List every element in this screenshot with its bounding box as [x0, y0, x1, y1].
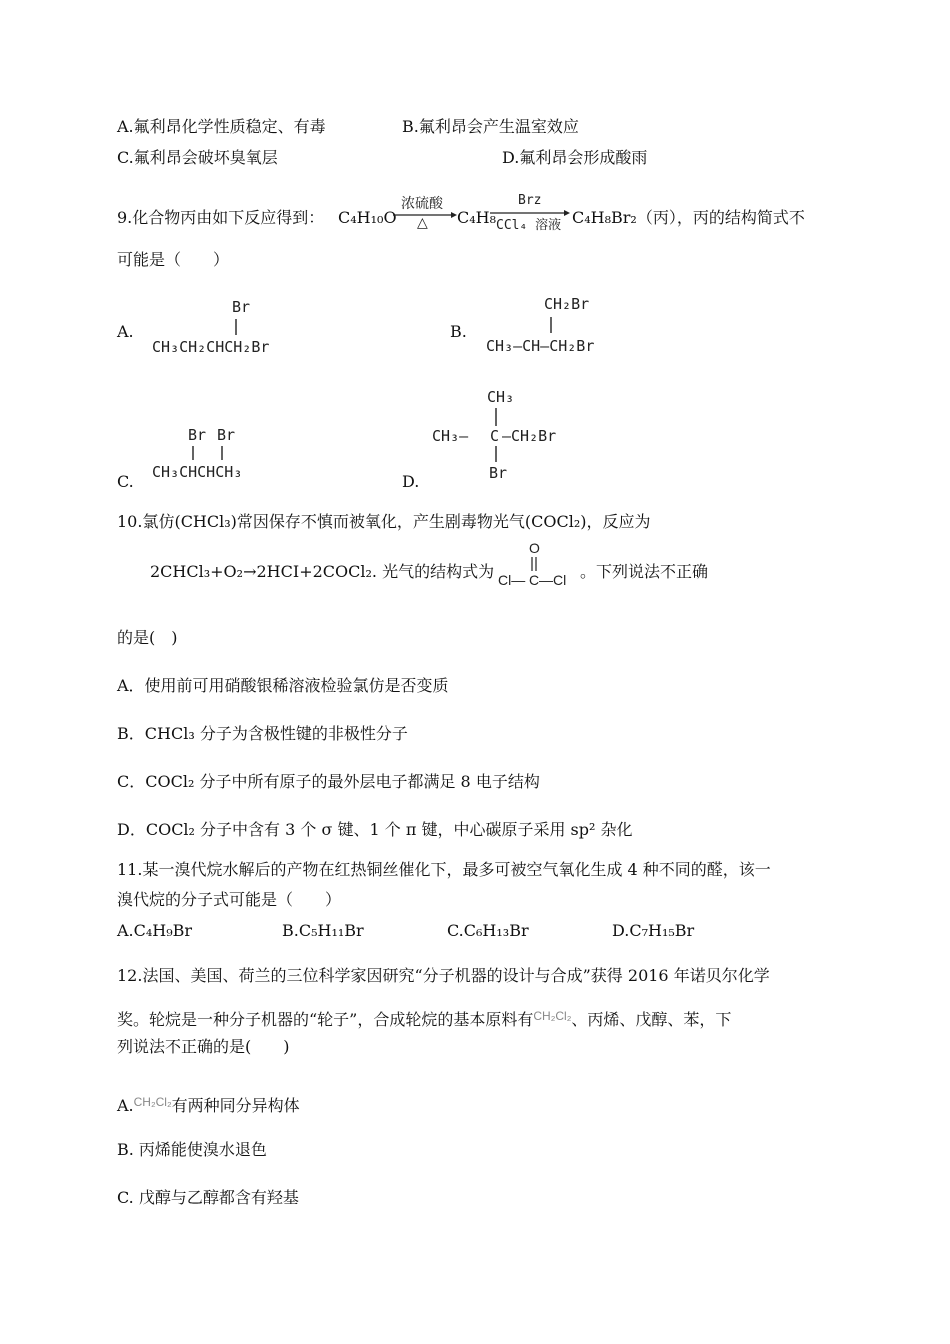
q9-structure-a	[152, 298, 332, 362]
chlorine-right: —Cl	[539, 572, 567, 588]
q12-option-a	[117, 1092, 300, 1116]
q9-arrow-1-top: 浓硫酸	[401, 196, 443, 212]
q8-option-a: A.氟利昂化学性质稳定、有毒	[117, 117, 326, 136]
q11-option-c: C.C₆H₁₃Br	[447, 921, 529, 940]
q10-option-c: C．COCl₂ 分子中所有原子的最外层电子都满足 8 电子结构	[117, 772, 540, 791]
q9-label-a: A.	[117, 322, 134, 341]
ch2cl2-formula: CH₂Cl₂	[533, 1009, 572, 1023]
q9-structure-c	[152, 426, 302, 486]
q8-option-d: D.氟利昂会形成酸雨	[502, 148, 648, 167]
left-group: CH₃—	[432, 427, 469, 445]
carbon-chain: CH₃—CH—CH₂Br	[486, 337, 595, 355]
q9-structure-b	[486, 295, 676, 361]
q10-option-b: B．CHCl₃ 分子为含极性键的非极性分子	[117, 724, 408, 743]
carbon-chain: CH₃CH₂CHCH₂Br	[152, 338, 270, 356]
q12-line-2	[117, 1006, 731, 1030]
methyl-top: CH₃	[487, 388, 515, 406]
central-carbon: C	[490, 427, 500, 445]
q12-option-c: C. 戊醇与乙醇都含有羟基	[117, 1188, 299, 1207]
bromine-label: Br	[232, 298, 251, 316]
q9-prefix: 9.化合物丙由如下反应得到：	[117, 208, 325, 227]
q9-arrow-2	[490, 193, 568, 237]
right-group: —CH₂Br	[502, 427, 557, 445]
bromine-label-1: Br	[188, 426, 207, 444]
q12-line-3: 列说法不正确的是( )	[117, 1037, 290, 1056]
q9-label-d: D.	[402, 472, 420, 491]
q12-line-1: 12.法国、美国、荷兰的三位科学家因研究“分子机器的设计与合成”获得 2016 年诺贝尔化学	[117, 966, 770, 985]
bromine-bottom: Br	[489, 464, 508, 482]
q10-line-2: 2CHCl₃+O₂→2HCI+2COCl₂. 光气的结构式为	[150, 562, 495, 581]
q9-line-2: 可能是（ ）	[117, 250, 230, 269]
q8-option-c: C.氟利昂会破坏臭氧层	[117, 148, 278, 167]
oxygen-label: O	[529, 540, 540, 556]
q10-option-d: D．COCl₂ 分子中含有 3 个 σ 键、1 个 π 键，中心碳原子采用 sp² 杂化	[117, 820, 633, 839]
q9-arrow-2-top: Brz	[518, 193, 542, 208]
q11-option-d: D.C₇H₁₅Br	[612, 921, 695, 940]
q10-line-2-tail: 。下列说法不正确	[580, 562, 709, 581]
q11-line-2: 溴代烷的分子式可能是（ ）	[117, 890, 342, 909]
q9-intermediate: C₄H₈	[457, 208, 497, 227]
q11-line-1: 11.某一溴代烷水解后的产物在红热铜丝催化下，最多可被空气氧化生成 4 种不同的醛，该一	[117, 860, 771, 879]
q9-reactant: C₄H₁₀O	[338, 208, 397, 227]
q9-arrow-1	[393, 193, 455, 233]
phosgene-structure	[498, 540, 578, 590]
q9-label-b: B.	[450, 322, 467, 341]
chlorine-left: Cl—	[498, 572, 526, 588]
q9-arrow-2-bottom: CCl₄ 溶液	[496, 218, 562, 233]
q10-line-3: 的是( )	[117, 628, 178, 647]
bromine-label-2: Br	[217, 426, 236, 444]
ch2br-top: CH₂Br	[544, 295, 590, 313]
carbon-label: C	[529, 572, 540, 588]
q11-option-b: B.C₅H₁₁Br	[282, 921, 364, 940]
carbon-chain: CH₃CHCHCH₃	[152, 463, 243, 481]
q10-option-a: A．使用前可用硝酸银稀溶液检验氯仿是否变质	[117, 676, 449, 695]
q9-label-c: C.	[117, 472, 134, 491]
q11-option-a: A.C₄H₉Br	[117, 921, 193, 940]
q12-option-a-text: 有两种同分异构体	[171, 1096, 300, 1115]
q9-structure-d	[432, 388, 592, 484]
q12-option-a-prefix: A.	[117, 1096, 134, 1115]
q12-line-2-start: 奖。轮烷是一种分子机器的“轮子”，合成轮烷的基本原料有	[117, 1010, 534, 1029]
q10-line-1: 10.氯仿(CHCl₃)常因保存不慎而被氧化，产生剧毒物光气(COCl₂)，反应为	[117, 512, 651, 531]
q9-product: C₄H₈Br₂（丙），丙的结构简式不	[572, 208, 805, 227]
q9-arrow-1-bottom: △	[417, 215, 428, 231]
q12-line-2-end: 、丙烯、戊醇、苯，下	[571, 1010, 732, 1029]
q12-option-b: B. 丙烯能使溴水退色	[117, 1140, 267, 1159]
ch2cl2-formula: CH₂Cl₂	[133, 1095, 172, 1109]
q8-option-b: B.氟利昂会产生温室效应	[402, 117, 579, 136]
